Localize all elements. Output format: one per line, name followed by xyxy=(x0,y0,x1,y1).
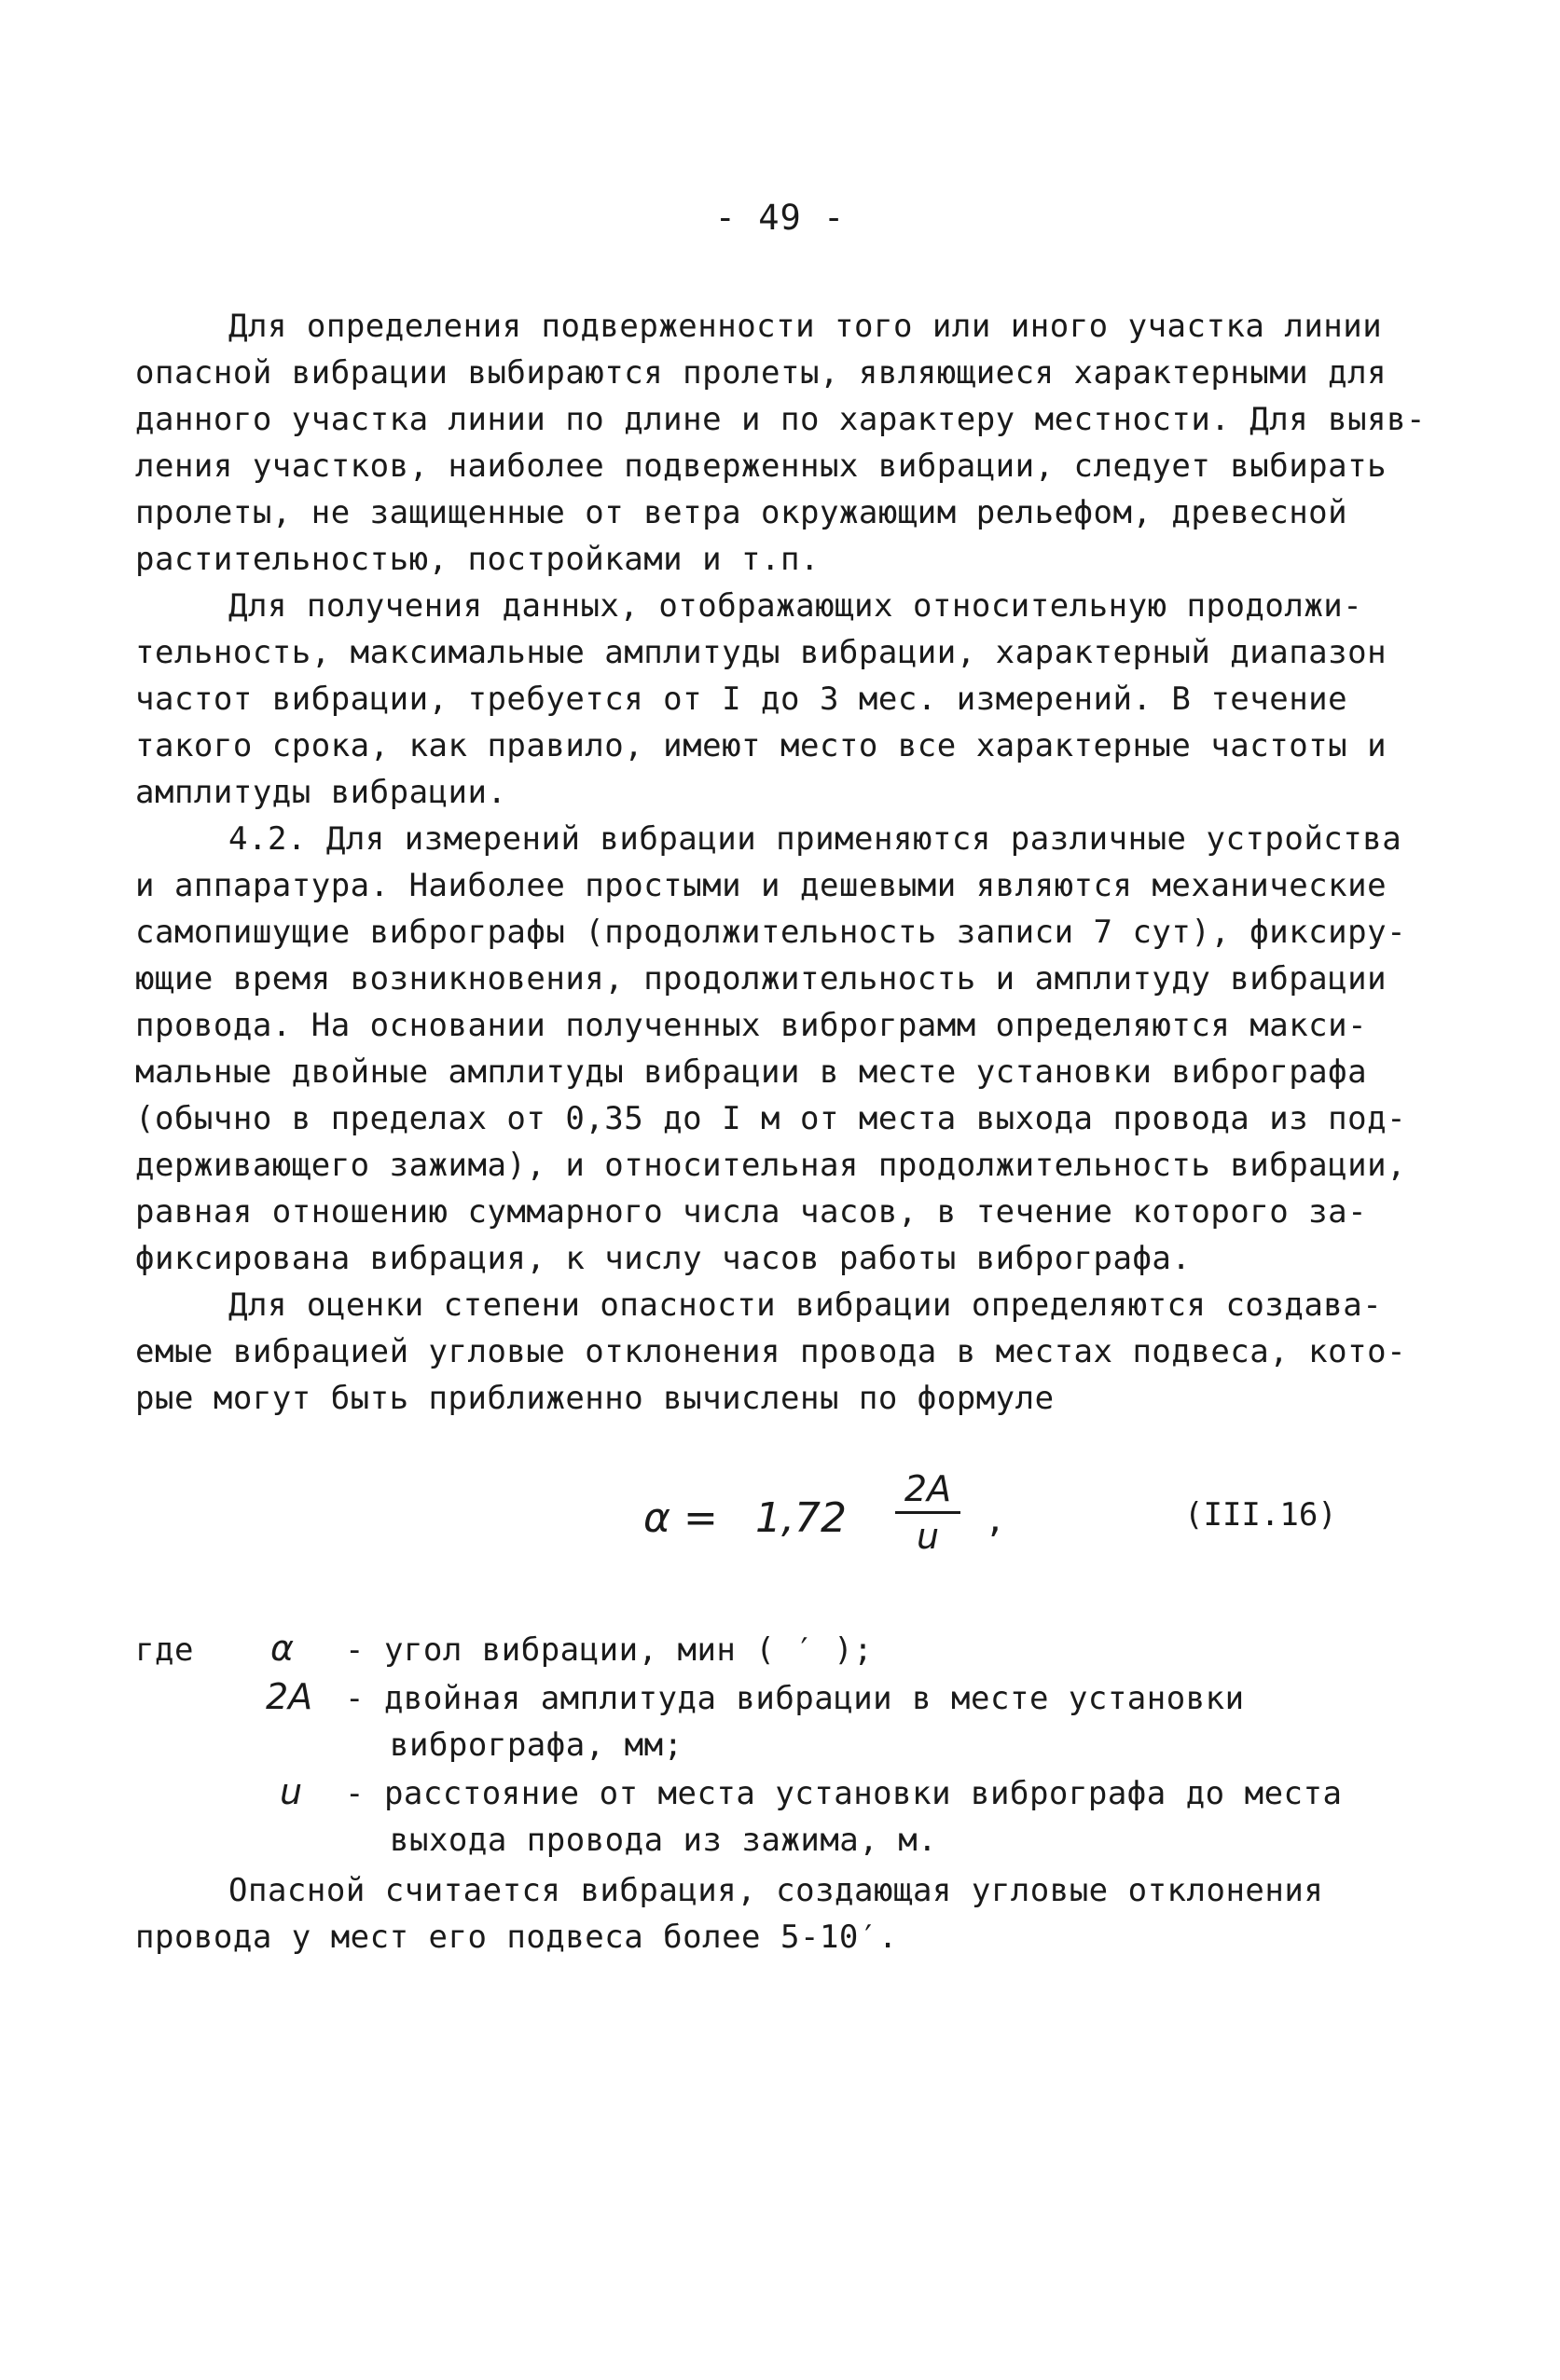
equation-number: (III.16) xyxy=(1184,1496,1337,1534)
symbol-alpha: α xyxy=(270,1628,295,1669)
text-line: ющие время возникновения, продолжительность и амплитуду вибрации xyxy=(135,960,1387,997)
formula-coefficient: 1,72 xyxy=(755,1494,847,1542)
text-line: провода. На основании полученных виброграмм определяются макси- xyxy=(135,1007,1368,1044)
text-line: тельность, максимальные амплитуды вибрации, характерный диапазон xyxy=(135,634,1387,671)
text-line: частот вибрации, требуется от I до 3 мес. измерений. В течение xyxy=(135,681,1348,718)
where-item-text: - двойная амплитуда вибрации в месте установки xyxy=(345,1680,1245,1717)
symbol-2a: 2A xyxy=(266,1676,313,1717)
fraction-bar xyxy=(895,1511,960,1514)
text-line: мальные двойные амплитуды вибрации в месте установки вибрографа xyxy=(135,1053,1368,1091)
text-line: провода у мест его подвеса более 5-10′. xyxy=(135,1919,898,1956)
where-item-text: - расстояние от места установки вибрографа до места xyxy=(345,1775,1343,1812)
text-line: (обычно в пределах от 0,35 до I м от места выхода провода из под- xyxy=(135,1100,1407,1137)
formula-lhs: α = xyxy=(643,1494,718,1542)
text-line: растительностью, постройками и т.п. xyxy=(135,541,820,578)
formula-fraction xyxy=(895,1468,960,1557)
symbol-u: u xyxy=(280,1771,303,1812)
formula-numerator: 2A xyxy=(904,1468,952,1509)
text-line: амплитуды вибрации. xyxy=(135,774,507,811)
page-number: - 49 - xyxy=(714,198,846,238)
text-line: Для получения данных, отображающих относительную продолжи- xyxy=(228,587,1363,625)
text-line: и аппаратура. Наиболее простыми и дешевыми являются механические xyxy=(135,867,1387,904)
text-line: Опасной считается вибрация, создающая угловые отклонения xyxy=(228,1872,1324,1909)
where-item-text: - угол вибрации, мин ( ′ ); xyxy=(345,1631,874,1669)
text-line: держивающего зажима), и относительная продолжительность вибрации, xyxy=(135,1147,1407,1184)
text-line: ления участков, наиболее подверженных вибрации, следует выбирать xyxy=(135,447,1387,485)
formula-denominator: u xyxy=(916,1516,940,1557)
text-line: равная отношению суммарного числа часов, в течение которого за- xyxy=(135,1193,1368,1231)
text-line: Для определения подверженности того или иного участка линии xyxy=(228,308,1383,345)
where-item-text: вибрографа, мм; xyxy=(390,1727,683,1764)
text-line: опасной вибрации выбираются пролеты, являющиеся характерными для xyxy=(135,354,1387,392)
text-line: данного участка линии по длине и по характеру местности. Для выяв- xyxy=(135,401,1427,438)
text-line: фиксирована вибрация, к числу часов работы вибрографа. xyxy=(135,1240,1192,1277)
text-line: 4.2. Для измерений вибрации применяются различные устройства xyxy=(228,820,1402,858)
text-line: пролеты, не защищенные от ветра окружающим рельефом, древесной xyxy=(135,494,1348,531)
text-line: Для оценки степени опасности вибрации определяются создава- xyxy=(228,1286,1383,1324)
text-line: такого срока, как правило, имеют место все характерные частоты и xyxy=(135,727,1387,764)
formula-comma: , xyxy=(988,1494,1001,1542)
where-label: где xyxy=(135,1631,194,1669)
text-line: самопишущие вибрографы (продолжительность записи 7 сут), фиксиру- xyxy=(135,914,1407,951)
text-line: емые вибрацией угловые отклонения провода в местах подвеса, кото- xyxy=(135,1333,1407,1370)
formula-block xyxy=(0,1468,1560,1571)
text-line: рые могут быть приближенно вычислены по формуле xyxy=(135,1380,1055,1417)
where-item-text: выхода провода из зажима, м. xyxy=(390,1822,938,1859)
